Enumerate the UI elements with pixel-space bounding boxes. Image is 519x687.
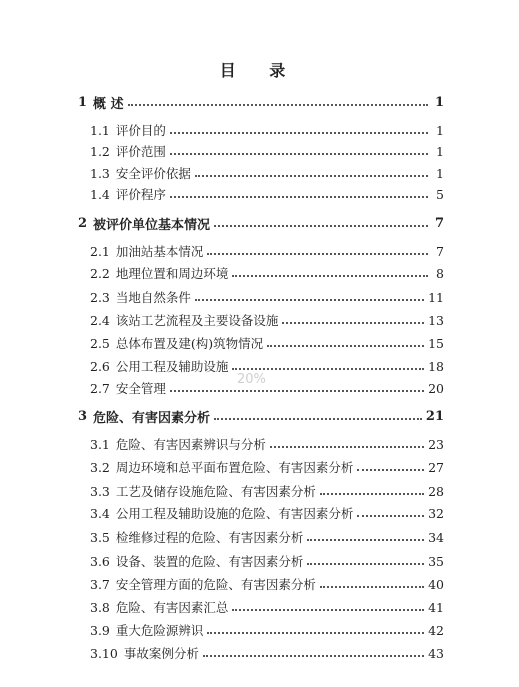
entry-number: 3.6	[90, 553, 110, 569]
entry-label: 工艺及储存设施危险、有害因素分析	[115, 484, 316, 499]
entry-label: 周边环境和总平面布置危险、有害因素分析	[115, 460, 354, 475]
entry-label: 安全管理	[115, 381, 166, 396]
toc-section-entry	[90, 551, 444, 571]
entry-label: 危险、有害因素汇总	[115, 600, 229, 615]
dot-leader	[128, 104, 428, 106]
entry-label: 评价程序	[115, 187, 166, 202]
entry-page-number: 21	[425, 408, 444, 424]
entry-label: 该站工艺流程及主要设备设施	[115, 313, 279, 328]
dot-leader	[320, 586, 424, 588]
dot-leader	[357, 515, 424, 517]
dot-leader	[195, 175, 428, 177]
toc-chapter-entry	[78, 92, 444, 112]
entry-label: 总体布置及建(构)筑物情况	[115, 336, 264, 351]
toc-section-entry	[90, 333, 444, 353]
toc-section-entry	[90, 241, 444, 261]
entry-page-number: 1	[436, 122, 444, 138]
entry-label: 事故案例分析	[123, 646, 199, 661]
dot-leader	[214, 225, 428, 227]
entry-number: 3.8	[90, 599, 110, 615]
dot-leader	[170, 196, 428, 198]
entry-number: 1.4	[90, 186, 110, 202]
dot-leader	[170, 153, 428, 155]
dot-leader	[207, 632, 424, 634]
toc-section-entry	[90, 378, 444, 398]
entry-label: 安全管理方面的危险、有害因素分析	[115, 577, 316, 592]
entry-page-number: 18	[428, 358, 444, 374]
toc-chapter-entry	[78, 406, 444, 426]
entry-number: 2	[78, 215, 88, 231]
dot-leader	[232, 275, 428, 277]
entry-label: 安全评价依据	[115, 166, 191, 181]
entry-label: 评价目的	[115, 123, 166, 138]
entry-page-number: 28	[428, 483, 444, 499]
entry-page-number: 35	[428, 553, 444, 569]
entry-number: 2.6	[90, 358, 110, 374]
entry-number: 1	[78, 94, 88, 110]
toc-section-entry	[90, 503, 444, 523]
entry-number: 3.9	[90, 622, 110, 638]
entry-number: 1.2	[90, 143, 110, 159]
dot-leader	[232, 609, 424, 611]
entry-number: 2.3	[90, 289, 110, 305]
dot-leader	[203, 655, 424, 657]
entry-number: 3	[78, 408, 88, 424]
entry-page-number: 1	[434, 94, 444, 110]
entry-label: 重大危险源辨识	[115, 623, 204, 638]
entry-page-number: 20	[428, 380, 444, 396]
entry-page-number: 34	[428, 529, 444, 545]
toc-section-entry	[90, 643, 444, 663]
zoom-watermark: 20%	[237, 372, 266, 387]
entry-page-number: 13	[428, 312, 444, 328]
entry-page-number: 11	[428, 289, 444, 305]
toc-section-entry	[90, 356, 444, 376]
toc-section-entry	[90, 163, 444, 183]
entry-page-number: 42	[428, 622, 444, 638]
toc-section-entry	[90, 620, 444, 640]
entry-number: 2.5	[90, 335, 110, 351]
toc-section-entry	[90, 141, 444, 161]
dot-leader	[307, 539, 424, 541]
entry-page-number: 32	[428, 505, 444, 521]
entry-label: 危险、有害因素分析	[93, 410, 211, 426]
entry-number: 3.1	[90, 436, 110, 452]
entry-number: 2.4	[90, 312, 110, 328]
dot-leader	[195, 299, 424, 301]
dot-leader	[320, 493, 424, 495]
entry-number: 1.1	[90, 122, 110, 138]
entry-page-number: 43	[428, 645, 444, 661]
dot-leader	[270, 446, 424, 448]
dot-leader	[267, 345, 424, 347]
toc-section-entry	[90, 481, 444, 501]
entry-label: 地理位置和周边环境	[115, 266, 229, 281]
entry-page-number: 1	[436, 165, 444, 181]
entry-number: 3.10	[90, 645, 118, 661]
entry-page-number: 5	[436, 186, 444, 202]
dot-leader	[282, 322, 424, 324]
dot-leader	[357, 469, 424, 471]
toc-chapter-entry	[78, 213, 444, 233]
toc-section-entry	[90, 184, 444, 204]
entry-label: 被评价单位基本情况	[93, 217, 211, 233]
toc-section-entry	[90, 310, 444, 330]
entry-number: 1.3	[90, 165, 110, 181]
entry-number: 2.2	[90, 265, 110, 281]
entry-page-number: 7	[436, 243, 444, 259]
entry-label: 公用工程及辅助设施	[115, 359, 229, 374]
dot-leader	[307, 563, 424, 565]
toc-section-entry	[90, 287, 444, 307]
entry-label: 检维修过程的危险、有害因素分析	[115, 530, 304, 545]
toc-section-entry	[90, 263, 444, 283]
entry-label: 概 述	[93, 96, 124, 112]
entry-label: 当地自然条件	[115, 290, 191, 305]
dot-leader	[170, 390, 424, 392]
entry-label: 评价范围	[115, 144, 166, 159]
entry-page-number: 41	[428, 599, 444, 615]
dot-leader	[170, 132, 428, 134]
entry-number: 3.4	[90, 505, 110, 521]
entry-number: 2.7	[90, 380, 110, 396]
entry-number: 2.1	[90, 243, 110, 259]
entry-number: 3.5	[90, 529, 110, 545]
toc-title: 目 录	[219, 61, 300, 80]
entry-label: 危险、有害因素辨识与分析	[115, 437, 266, 452]
toc-section-entry	[90, 434, 444, 454]
entry-page-number: 27	[428, 459, 444, 475]
entry-page-number: 7	[434, 215, 444, 231]
entry-page-number: 23	[428, 436, 444, 452]
entry-label: 设备、装置的危险、有害因素分析	[115, 554, 304, 569]
entry-page-number: 1	[436, 143, 444, 159]
entry-number: 3.3	[90, 483, 110, 499]
entry-page-number: 15	[428, 335, 444, 351]
entry-label: 公用工程及辅助设施的危险、有害因素分析	[115, 506, 354, 521]
toc-section-entry	[90, 527, 444, 547]
dot-leader	[207, 253, 428, 255]
entry-page-number: 8	[436, 265, 444, 281]
toc-section-entry	[90, 597, 444, 617]
dot-leader	[232, 368, 424, 370]
dot-leader	[214, 418, 422, 420]
toc-section-entry	[90, 574, 444, 594]
entry-number: 3.2	[90, 459, 110, 475]
toc-section-entry	[90, 457, 444, 477]
entry-page-number: 40	[428, 576, 444, 592]
entry-label: 加油站基本情况	[115, 244, 204, 259]
entry-number: 3.7	[90, 576, 110, 592]
toc-section-entry	[90, 120, 444, 140]
